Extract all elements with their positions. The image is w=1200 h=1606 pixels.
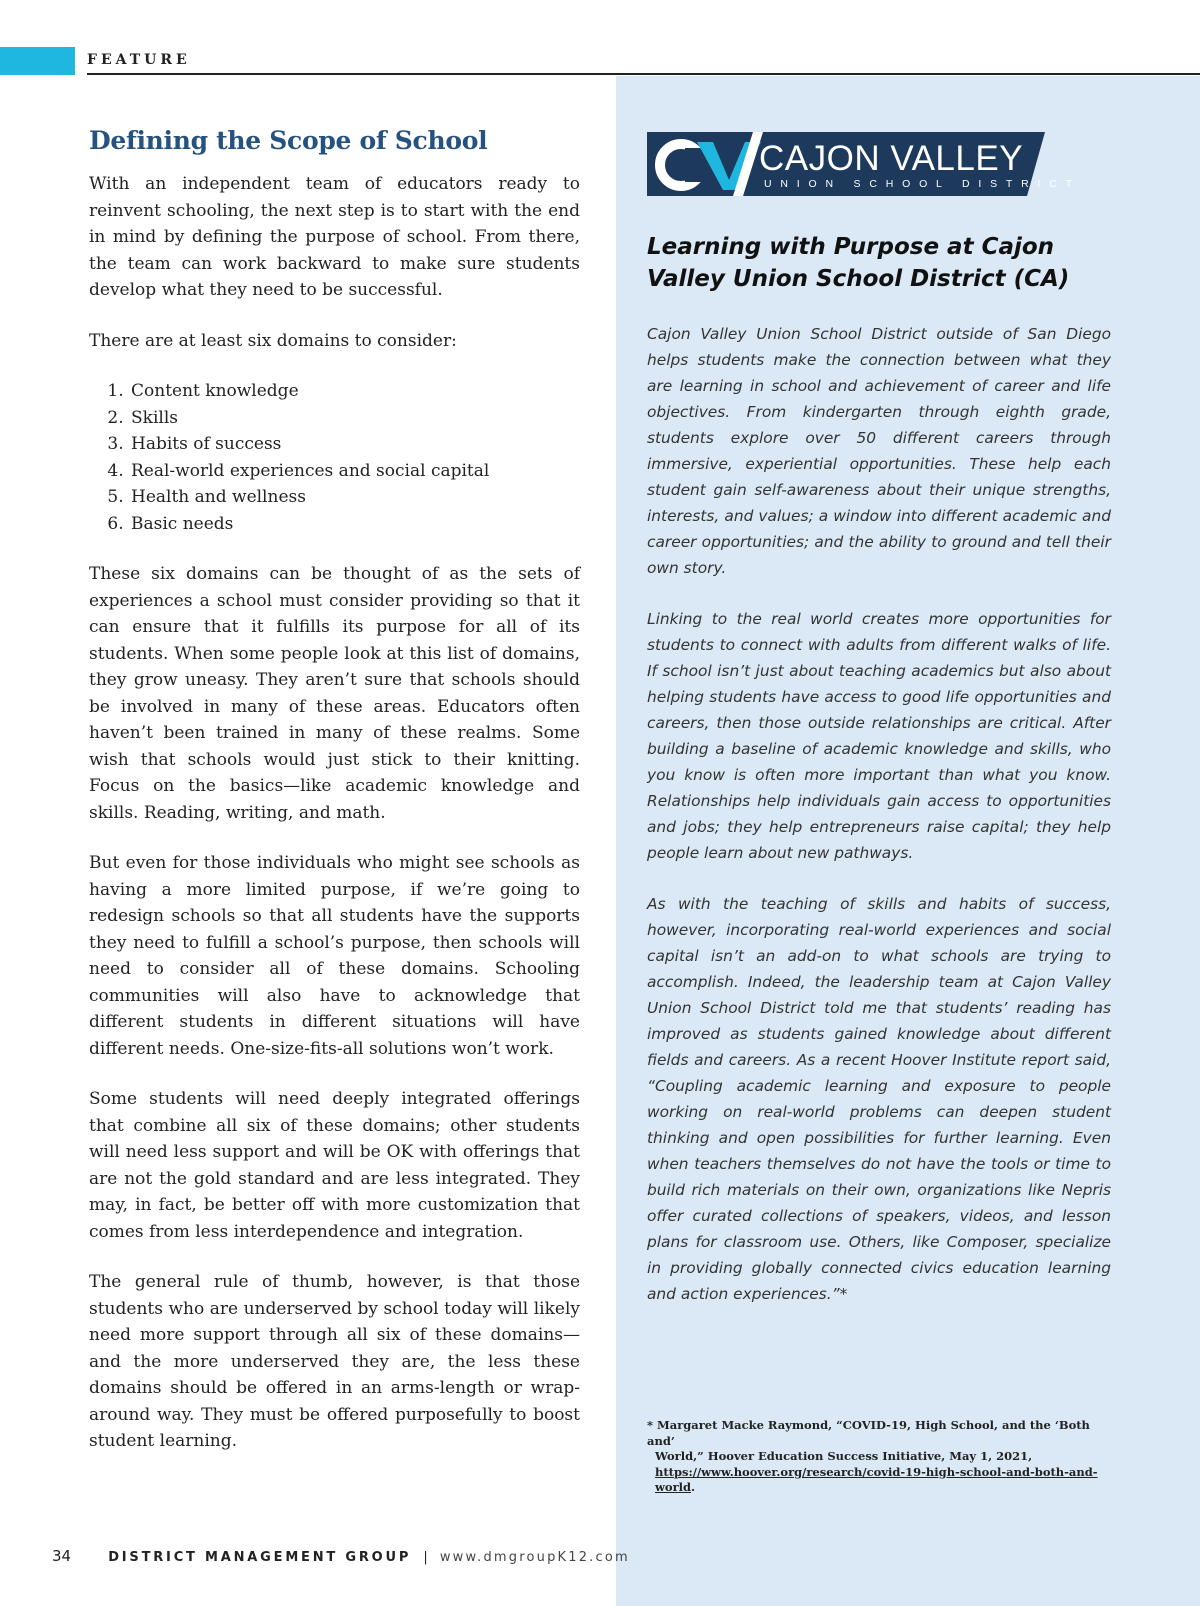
sidebar-paragraph: Linking to the real world creates more opportunities for students to connect with adults from different walks of life. If school isn’t just about teaching academics but also about helping students have access to good life opportunities and careers, then those outside relationships are critical. After building a baseline of academic knowledge and skills, who you know is often more important than what you know. Relationships help individuals gain access to opportunities and jobs; they help entrepreneurs raise capital; they help people learn about new pathways.	[647, 610, 1111, 862]
footnote-line: * Margaret Macke Raymond, “COVID-19, High School, and the ‘Both and’	[647, 1418, 1090, 1448]
logo-subtitle: UNION SCHOOL DISTRICT	[764, 178, 1081, 190]
accent-bar	[0, 47, 75, 75]
domain-list	[89, 378, 580, 537]
footnote-link-line	[647, 1465, 1117, 1496]
header-rule	[87, 73, 1200, 75]
domain-item: 3. Habits of success	[129, 431, 580, 458]
body-paragraph: But even for those individuals who might see schools as having a more limited purpose, if we’re going to redesign schools so that all students have the supports they need to fulfill a school’s purpose, then schools will need to consider all of these domains. Schooling communities will also have to acknowledge that different students in different situations will have different needs. One-size-fits-all solutions won’t work.	[89, 853, 580, 1059]
sidebar-body	[647, 321, 1111, 1332]
sidebar-paragraph: Cajon Valley Union School District outside of San Diego helps students make the connection between what they are learning in school and achievement of career and life objectives. From kindergarten through eighth grade, students explore over 50 different careers through immersive, experiential opportunities. These help each student gain self-awareness about their unique strengths, interests, and values; a window into different academic and career opportunities; and the ability to ground and tell their own story.	[647, 325, 1111, 577]
domain-item: 5. Health and wellness	[129, 484, 580, 511]
page-footer	[52, 1546, 630, 1565]
body-paragraph: These six domains can be thought of as the sets of experiences a school must consider providing so that it can ensure that it fulfills its purpose for all of its students. When some people look at this list of domains, they grow uneasy. They aren’t sure that schools should be involved in many of these areas. Educators often haven’t been trained in many of these realms. Some wish that schools would just stick to their knitting. Focus on the basics—like academic knowledge and skills. Reading, writing, and math.	[89, 564, 580, 823]
body-paragraph: Some students will need deeply integrated offerings that combine all six of these domains; other students will need less support and will be OK with offerings that are not the gold standard and are less integrated. They may, in fact, be better off with more customization that comes from less interdependence and integration.	[89, 1089, 580, 1242]
footnote-end: .	[691, 1480, 696, 1494]
site-url[interactable]: www.dmgroupK12.com	[439, 1550, 630, 1565]
body-paragraph: The general rule of thumb, however, is that those students who are underserved by school today will likely need more support through all six of these domains—and the more underserved they are, the less these domains should be offered in an arms-length or wrap-around way. They must be offered purposefully to boost student learning.	[89, 1272, 580, 1451]
footnote-link[interactable]: https://www.hoover.org/research/covid-19-high-school-and-both-and-world	[655, 1464, 1098, 1494]
domain-item: 4. Real-world experiences and social capital	[129, 458, 580, 485]
list-lead: There are at least six domains to consider:	[89, 330, 457, 351]
main-article	[89, 126, 580, 1479]
intro-paragraph: With an independent team of educators ready to reinvent schooling, the next step is to start with the end in mind by defining the purpose of school. From there, the team can work backward to make sure students develop what they need to be successful.	[89, 174, 580, 300]
section-label: FEATURE	[87, 52, 191, 68]
domain-item: 1. Content knowledge	[129, 378, 580, 405]
org-name: DISTRICT MANAGEMENT GROUP	[108, 1550, 412, 1565]
sidebar-paragraph: As with the teaching of skills and habits of success, however, incorporating real-world experiences and social capital isn’t an add-on to what schools are trying to accomplish. Indeed, the leadership team at Cajon Valley Union School District told me that students’ reading has improved as students gained knowledge about different fields and careers. As a recent Hoover Institute report said, “Coupling academic learning and exposure to people working on real-world problems can deepen student thinking and open possibilities for further learning. Even when teachers themselves do not have the tools or time to build rich materials on their own, organizations like Nepris offer curated collections of speakers, videos, and lesson plans for classroom use. Others, like Composer, specialize in providing globally connected civics education learning and action experiences.”*	[647, 895, 1111, 1303]
sidebar-title: Learning with Purpose at Cajon Valley Union School District (CA)	[647, 234, 1070, 292]
page-number: 34	[52, 1547, 72, 1565]
domain-item: 6. Basic needs	[129, 511, 580, 538]
section-title: Defining the Scope of School	[89, 126, 488, 155]
cajon-valley-logo	[647, 132, 1081, 196]
logo-name: CAJON VALLEY	[759, 139, 1024, 178]
footnote	[647, 1418, 1117, 1496]
domain-item: 2. Skills	[129, 405, 580, 432]
footnote-line: World,” Hoover Education Success Initiative, May 1, 2021,	[655, 1449, 1033, 1463]
footer-separator: |	[423, 1550, 428, 1565]
